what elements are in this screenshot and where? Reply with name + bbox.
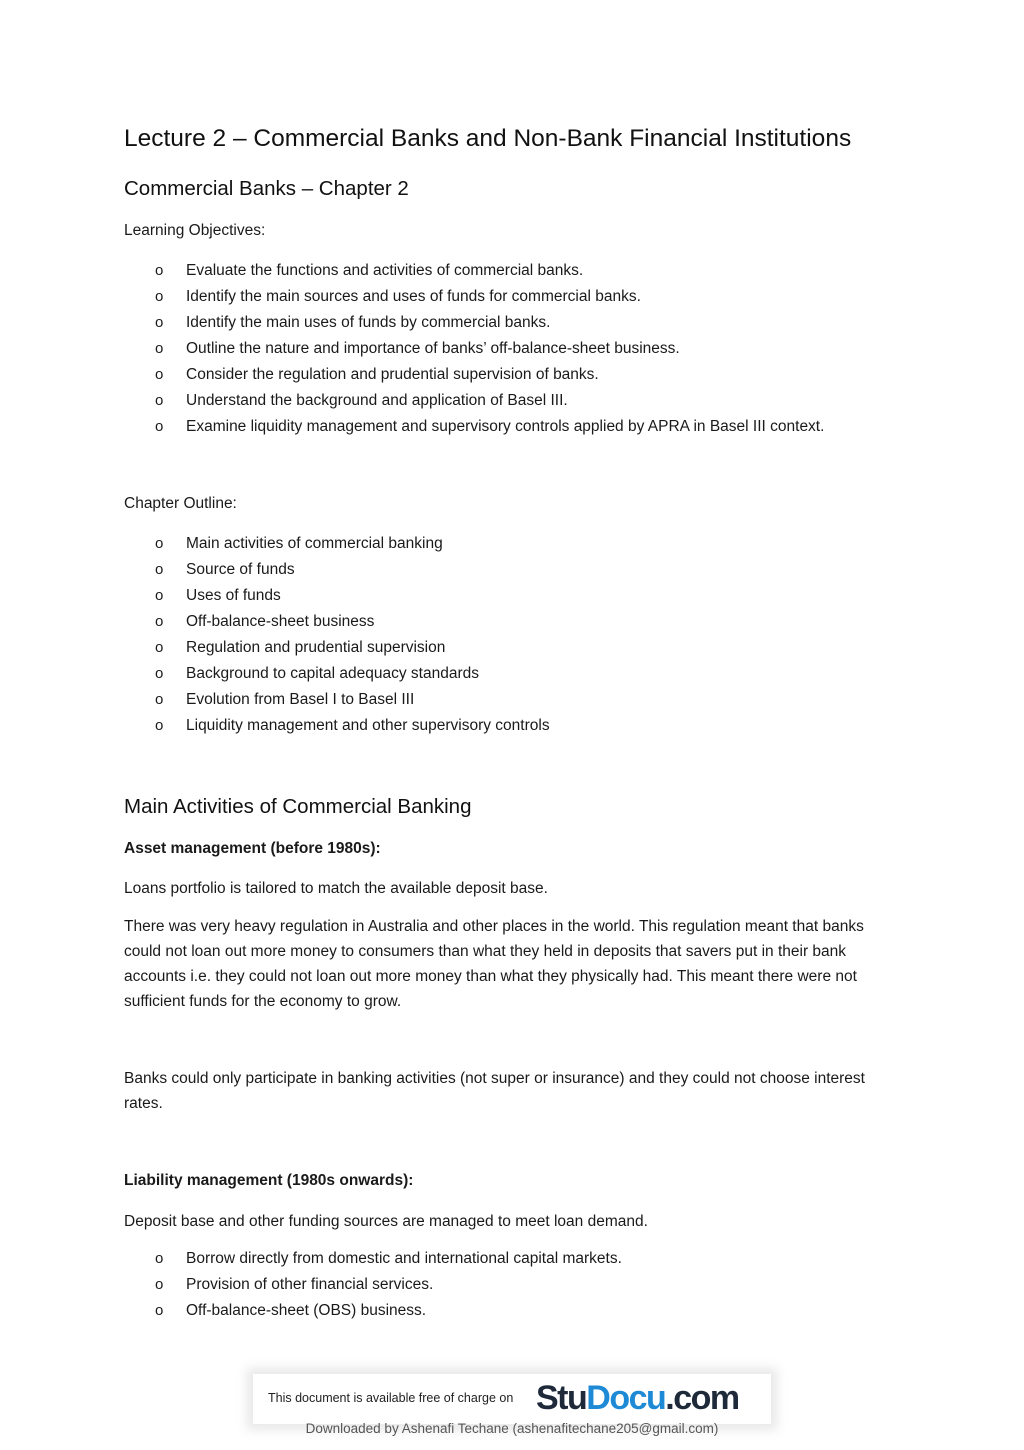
liability-management-heading: Liability management (1980s onwards):	[124, 1172, 414, 1189]
bullet-icon: o	[155, 717, 164, 734]
main-activities-heading: Main Activities of Commercial Banking	[124, 795, 472, 818]
bullet-icon: o	[155, 262, 164, 279]
bullet-icon: o	[155, 1276, 164, 1293]
bullet-icon: o	[155, 366, 164, 383]
studocu-banner[interactable]	[253, 1374, 771, 1424]
asset-management-para-2: There was very heavy regulation in Australia and other places in the world. This regulation meant that banks could not loan out more money to consumers than what they held in deposits that savers put in their bank accounts i.e. they could not loan out more money than what they physically had. This meant there were not sufficient funds for the economy to grow.	[124, 918, 864, 1010]
bullet-icon: o	[155, 691, 164, 708]
downloaded-by-text: Downloaded by Ashenafi Techane (ashenafitechane205@gmail.com)	[305, 1421, 719, 1436]
asset-management-para-3: Banks could only participate in banking activities (not super or insurance) and they could not choose interest rates.	[124, 1070, 865, 1112]
bullet-icon: o	[155, 535, 164, 552]
bullet-icon: o	[155, 639, 164, 656]
bullet-icon: o	[155, 613, 164, 630]
page-title: Lecture 2 – Commercial Banks and Non-Bank Financial Institutions	[124, 125, 852, 152]
chapter-subtitle: Commercial Banks – Chapter 2	[124, 177, 409, 200]
learning-objectives-label: Learning Objectives:	[124, 222, 266, 239]
asset-management-para-1: Loans portfolio is tailored to match the available deposit base.	[124, 880, 548, 897]
bullet-icon: o	[155, 288, 164, 305]
bullet-icon: o	[155, 665, 164, 682]
studocu-logo[interactable]: StuDocu.com	[536, 1379, 739, 1417]
bullet-icon: o	[155, 340, 164, 357]
bullet-icon: o	[155, 314, 164, 331]
chapter-outline-label: Chapter Outline:	[124, 495, 237, 512]
asset-management-heading: Asset management (before 1980s):	[124, 840, 381, 857]
bullet-icon: o	[155, 587, 164, 604]
bullet-icon: o	[155, 392, 164, 409]
bullet-icon: o	[155, 418, 164, 435]
liability-management-para-1: Deposit base and other funding sources are managed to meet loan demand.	[124, 1213, 648, 1230]
bullet-icon: o	[155, 1302, 164, 1319]
available-free-text: This document is available free of charge on	[268, 1391, 514, 1405]
bullet-icon: o	[155, 1250, 164, 1267]
bullet-icon: o	[155, 561, 164, 578]
